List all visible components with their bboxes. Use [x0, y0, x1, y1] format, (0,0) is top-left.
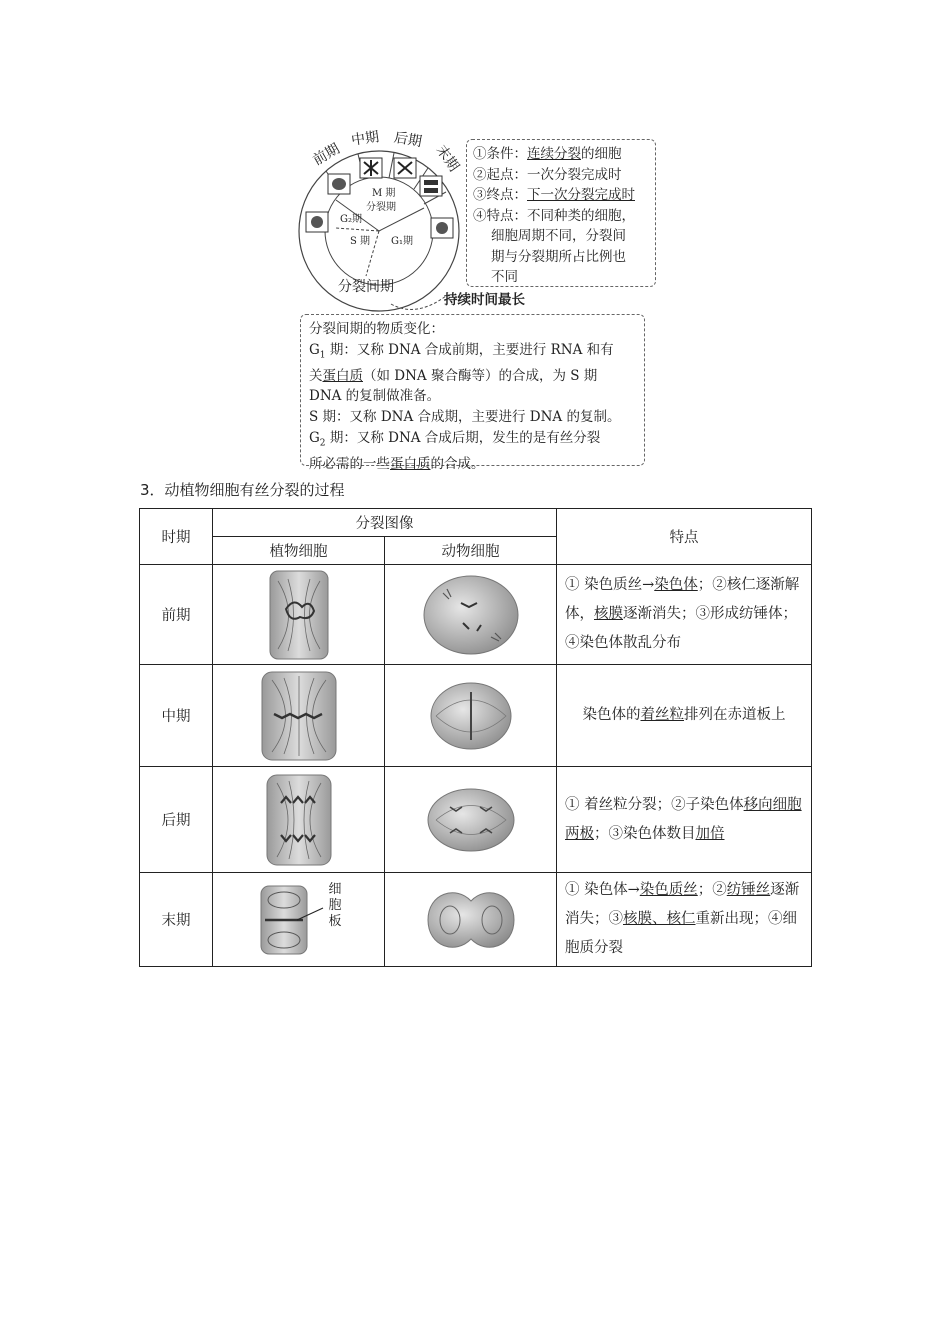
prophase-nuclear-membrane: 核膜	[594, 606, 623, 622]
plant-anaphase-image	[265, 773, 333, 867]
features-cell	[557, 565, 812, 665]
g1-line-3: DNA 的复制做准备。	[309, 388, 441, 405]
condition-suffix: 的细胞	[581, 146, 622, 162]
table-row	[140, 873, 812, 967]
condition-prefix: ①条件：	[473, 146, 527, 162]
animal-image-cell	[385, 665, 557, 767]
cycle-features-box	[466, 139, 656, 287]
prophase-text-a: ① 染色质丝→	[565, 577, 655, 593]
telophase-cell-icon	[420, 176, 442, 196]
metaphase-text-a: 染色体的	[582, 707, 641, 723]
s-line: S 期：又称 DNA 合成期，主要进行 DNA 的复制。	[309, 409, 621, 426]
division-phase-label: 分裂期	[366, 202, 396, 213]
g2-line-1-text: 期：又称 DNA 合成后期，发生的是有丝分裂	[329, 429, 601, 446]
prophase-text-e: 逐渐消失；③形成纺锤体；④染色体散乱分布	[565, 606, 797, 651]
metaphase-centromere: 着丝粒	[640, 707, 684, 723]
table-header-row-1	[140, 509, 812, 537]
prophase-text-c: ；②核仁逐渐解体，	[565, 577, 800, 622]
telophase-spindle: 纺锤丝	[726, 882, 771, 898]
period-cell: 前期	[140, 565, 213, 665]
telophase-membrane-nucleolus: 核膜、核仁	[623, 911, 696, 927]
g1-line-2	[309, 366, 636, 387]
g2-label: G₂期	[340, 214, 362, 225]
condition-row	[473, 144, 649, 165]
g2-subscript: 2	[319, 438, 326, 449]
table-row	[140, 665, 812, 767]
period-cell: 中期	[140, 665, 213, 767]
header-animal: 动物细胞	[385, 537, 557, 565]
m-phase-label: M 期	[372, 188, 396, 199]
material-title: 分裂间期的物质变化：	[309, 321, 444, 337]
cell-plate-label: 细胞板	[328, 881, 342, 929]
telophase-chromatin: 染色质丝	[639, 882, 698, 898]
phase-label-metaphase: 中期	[350, 129, 381, 149]
protein-term-2: 蛋白质	[390, 455, 431, 472]
metaphase-text-c: 排列在赤道板上	[684, 707, 786, 723]
anaphase-text-a: ① 着丝粒分裂；②子染色体	[565, 796, 744, 813]
animal-image-cell	[385, 565, 557, 665]
animal-anaphase-image	[426, 785, 516, 855]
animal-telophase-image	[426, 889, 516, 951]
start-row: ②起点：一次分裂完成时	[473, 166, 622, 183]
g2-letter: G	[309, 429, 320, 446]
header-period: 时期	[140, 509, 213, 565]
anaphase-text-c: ；③染色体数目	[594, 825, 696, 842]
plant-prophase-image	[268, 569, 330, 661]
longest-duration-label: 持续时间最长	[444, 292, 525, 308]
header-features: 特点	[557, 509, 812, 565]
telophase-text-c: ；②	[697, 882, 727, 898]
g1-subscript: 1	[319, 350, 326, 361]
anaphase-to-poles: 移向细胞两极	[565, 796, 802, 842]
g1-label: G₁期	[391, 236, 413, 247]
telophase-text-a: ① 染色体→	[565, 882, 640, 898]
telophase-text-g: 重新出现；④细胞质分裂	[565, 911, 797, 956]
animal-prophase-image	[421, 573, 521, 657]
g2-line-1	[309, 428, 636, 454]
traits-row-3: 期与分裂期所占比例也	[491, 248, 626, 265]
animal-metaphase-image	[428, 680, 514, 752]
features-cell	[557, 873, 812, 967]
anaphase-double: 加倍	[695, 825, 725, 842]
g1-line-2-prefix: 关	[309, 367, 323, 384]
plant-telophase-wrap	[213, 882, 385, 958]
anaphase-cell-icon	[394, 158, 416, 178]
g1-line-1	[309, 340, 636, 366]
plant-metaphase-image	[260, 670, 338, 762]
phase-label-telophase: 末期	[432, 142, 462, 175]
telophase-text-e: 逐渐消失；③	[565, 882, 800, 927]
plant-image-cell	[213, 565, 385, 665]
end-row	[473, 185, 649, 206]
g2-line-2	[309, 454, 636, 475]
mitosis-table	[139, 508, 812, 967]
condition-value: 连续分裂	[527, 146, 581, 162]
plant-image-cell	[213, 665, 385, 767]
features-cell	[557, 767, 812, 873]
metaphase-cell-icon	[360, 158, 382, 178]
header-plant: 植物细胞	[213, 537, 385, 565]
traits-row-2: 细胞周期不同，分裂间	[491, 228, 626, 244]
features-cell	[557, 665, 812, 767]
end-value: 下一次分裂完成时	[527, 187, 635, 203]
period-cell: 后期	[140, 767, 213, 873]
animal-image-cell	[385, 873, 557, 967]
interphase-material-box	[300, 314, 645, 472]
s-label: S 期	[350, 236, 371, 247]
header-images: 分裂图像	[213, 509, 557, 537]
cell-cycle-diagram	[296, 128, 466, 328]
plant-image-cell	[213, 767, 385, 873]
table-row	[140, 767, 812, 873]
interphase-label: 分裂间期	[338, 279, 394, 295]
g2-line-2-suffix: 的合成。	[430, 455, 485, 472]
period-cell: 末期	[140, 873, 213, 967]
prophase-cell-icon	[328, 174, 350, 194]
phase-label-anaphase: 后期	[392, 129, 424, 151]
g1-letter: G	[309, 341, 320, 358]
traits-row-4: 不同	[491, 269, 518, 285]
end-prefix: ③终点：	[473, 187, 527, 203]
plant-image-cell	[213, 873, 385, 967]
section-title: 3．动植物细胞有丝分裂的过程	[140, 481, 345, 499]
animal-image-cell	[385, 767, 557, 873]
interphase-cell-icon-left	[306, 212, 328, 232]
prophase-chromosome: 染色体	[654, 577, 698, 593]
interphase-cell-icon-right	[431, 218, 453, 238]
table-row	[140, 565, 812, 665]
g1-line-1-text: 期：又称 DNA 合成前期，主要进行 RNA 和有	[329, 341, 614, 358]
phase-label-prophase: 前期	[310, 140, 343, 169]
traits-row-1: ④特点：不同种类的细胞，	[473, 207, 635, 224]
g2-line-2-prefix: 所必需的一些	[309, 455, 390, 472]
g1-line-2-suffix: （如 DNA 聚合酶等）的合成，为 S 期	[363, 367, 598, 384]
cell-plate-pointer	[295, 904, 325, 924]
protein-term: 蛋白质	[322, 367, 363, 384]
